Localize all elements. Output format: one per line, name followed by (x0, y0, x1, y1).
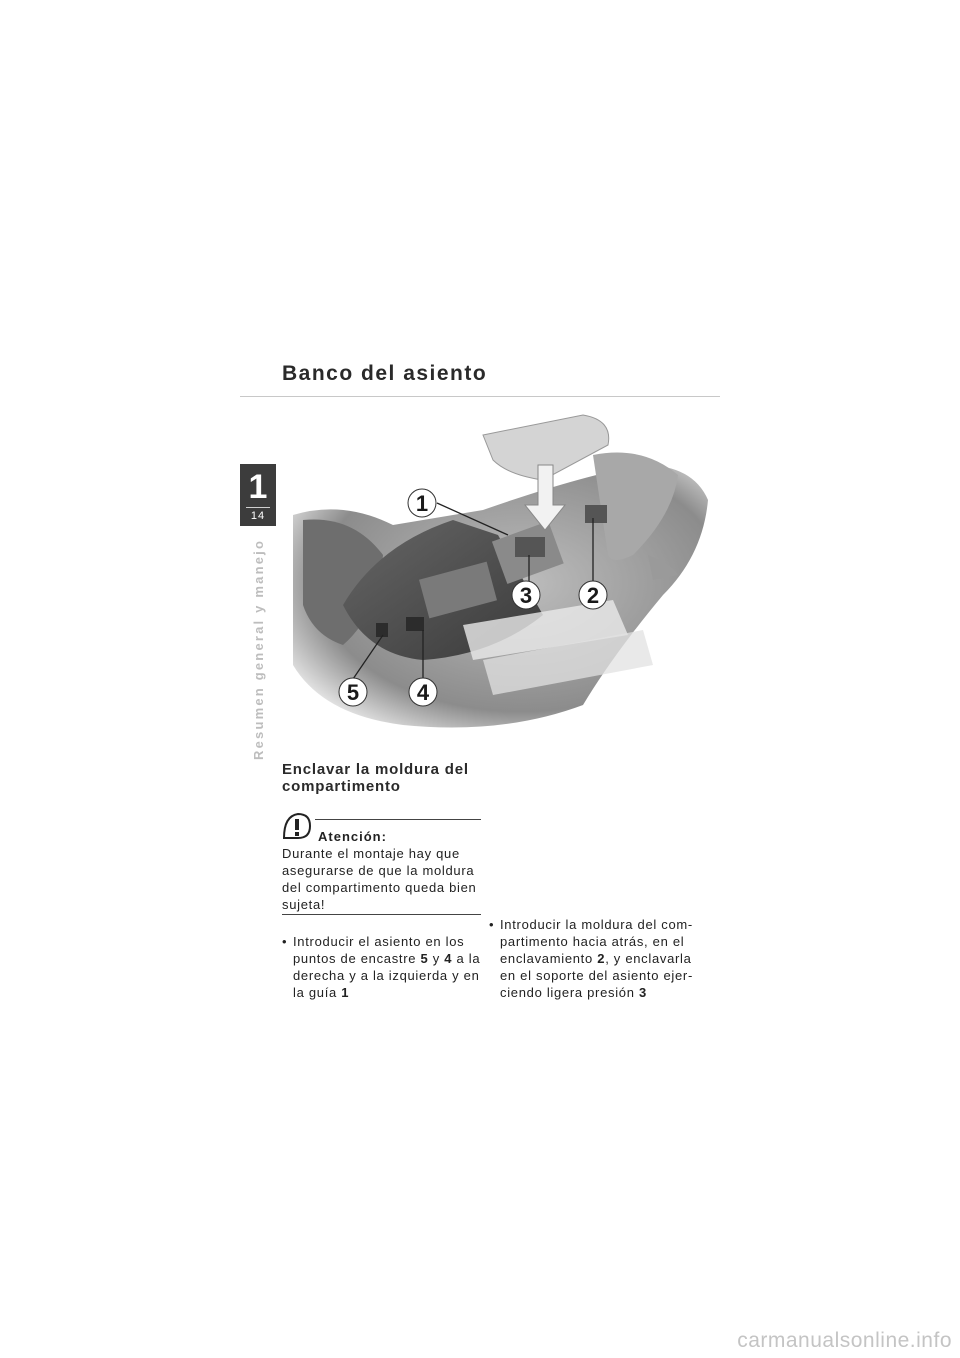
instruction-step-1 (282, 933, 482, 1013)
callout-1 (408, 489, 436, 517)
svg-text:2: 2 (586, 583, 600, 608)
section-heading: Enclavar la moldura del compartimento (282, 761, 469, 795)
warning-icon (282, 812, 312, 840)
callout-4 (409, 678, 437, 706)
bullet-icon: • (282, 934, 288, 949)
warning-title: Atención: (318, 829, 387, 844)
callout-3 (512, 581, 540, 609)
svg-text:1: 1 (415, 491, 429, 516)
callout-2 (579, 581, 607, 609)
svg-text:4: 4 (416, 680, 430, 705)
callout-5 (339, 678, 367, 706)
instruction-step-2 (489, 916, 704, 1006)
ref-number: 2 (597, 951, 606, 966)
svg-text:3: 3 (519, 583, 533, 608)
step-text: Introducir la moldura del com- partimento hacia atrás, en el enclavamiento 2, y enclavarla en el soporte del asiento ejer- ciendo ligera presión 3 (500, 917, 693, 1000)
svg-text:5: 5 (346, 680, 360, 705)
warning-top-rule (315, 819, 481, 820)
page-number: 14 (250, 510, 266, 522)
ref-number: 4 (444, 951, 453, 966)
chapter-number: 1 (248, 468, 268, 506)
ref-number: 3 (638, 985, 647, 1000)
page-title: Banco del asiento (282, 362, 488, 385)
side-section-label: Resumen general y manejo (251, 538, 266, 760)
ref-number: 1 (341, 985, 350, 1000)
footer-watermark: carmanualsonline.info (737, 1329, 952, 1352)
step-text: Introducir el asiento en los puntos de encastre 5 y 4 a la derecha y a la izquierda y en la guía 1 (293, 934, 481, 1000)
ref-number: 5 (420, 951, 429, 966)
warning-bottom-rule (282, 914, 481, 915)
chapter-tab (240, 464, 276, 526)
motorcycle-seat-illustration (283, 405, 720, 740)
warning-text: Durante el montaje hay que asegurarse de que la moldura del compartimento queda bien sujeta! (282, 846, 477, 912)
bullet-icon: • (489, 917, 495, 932)
title-divider (240, 396, 720, 397)
